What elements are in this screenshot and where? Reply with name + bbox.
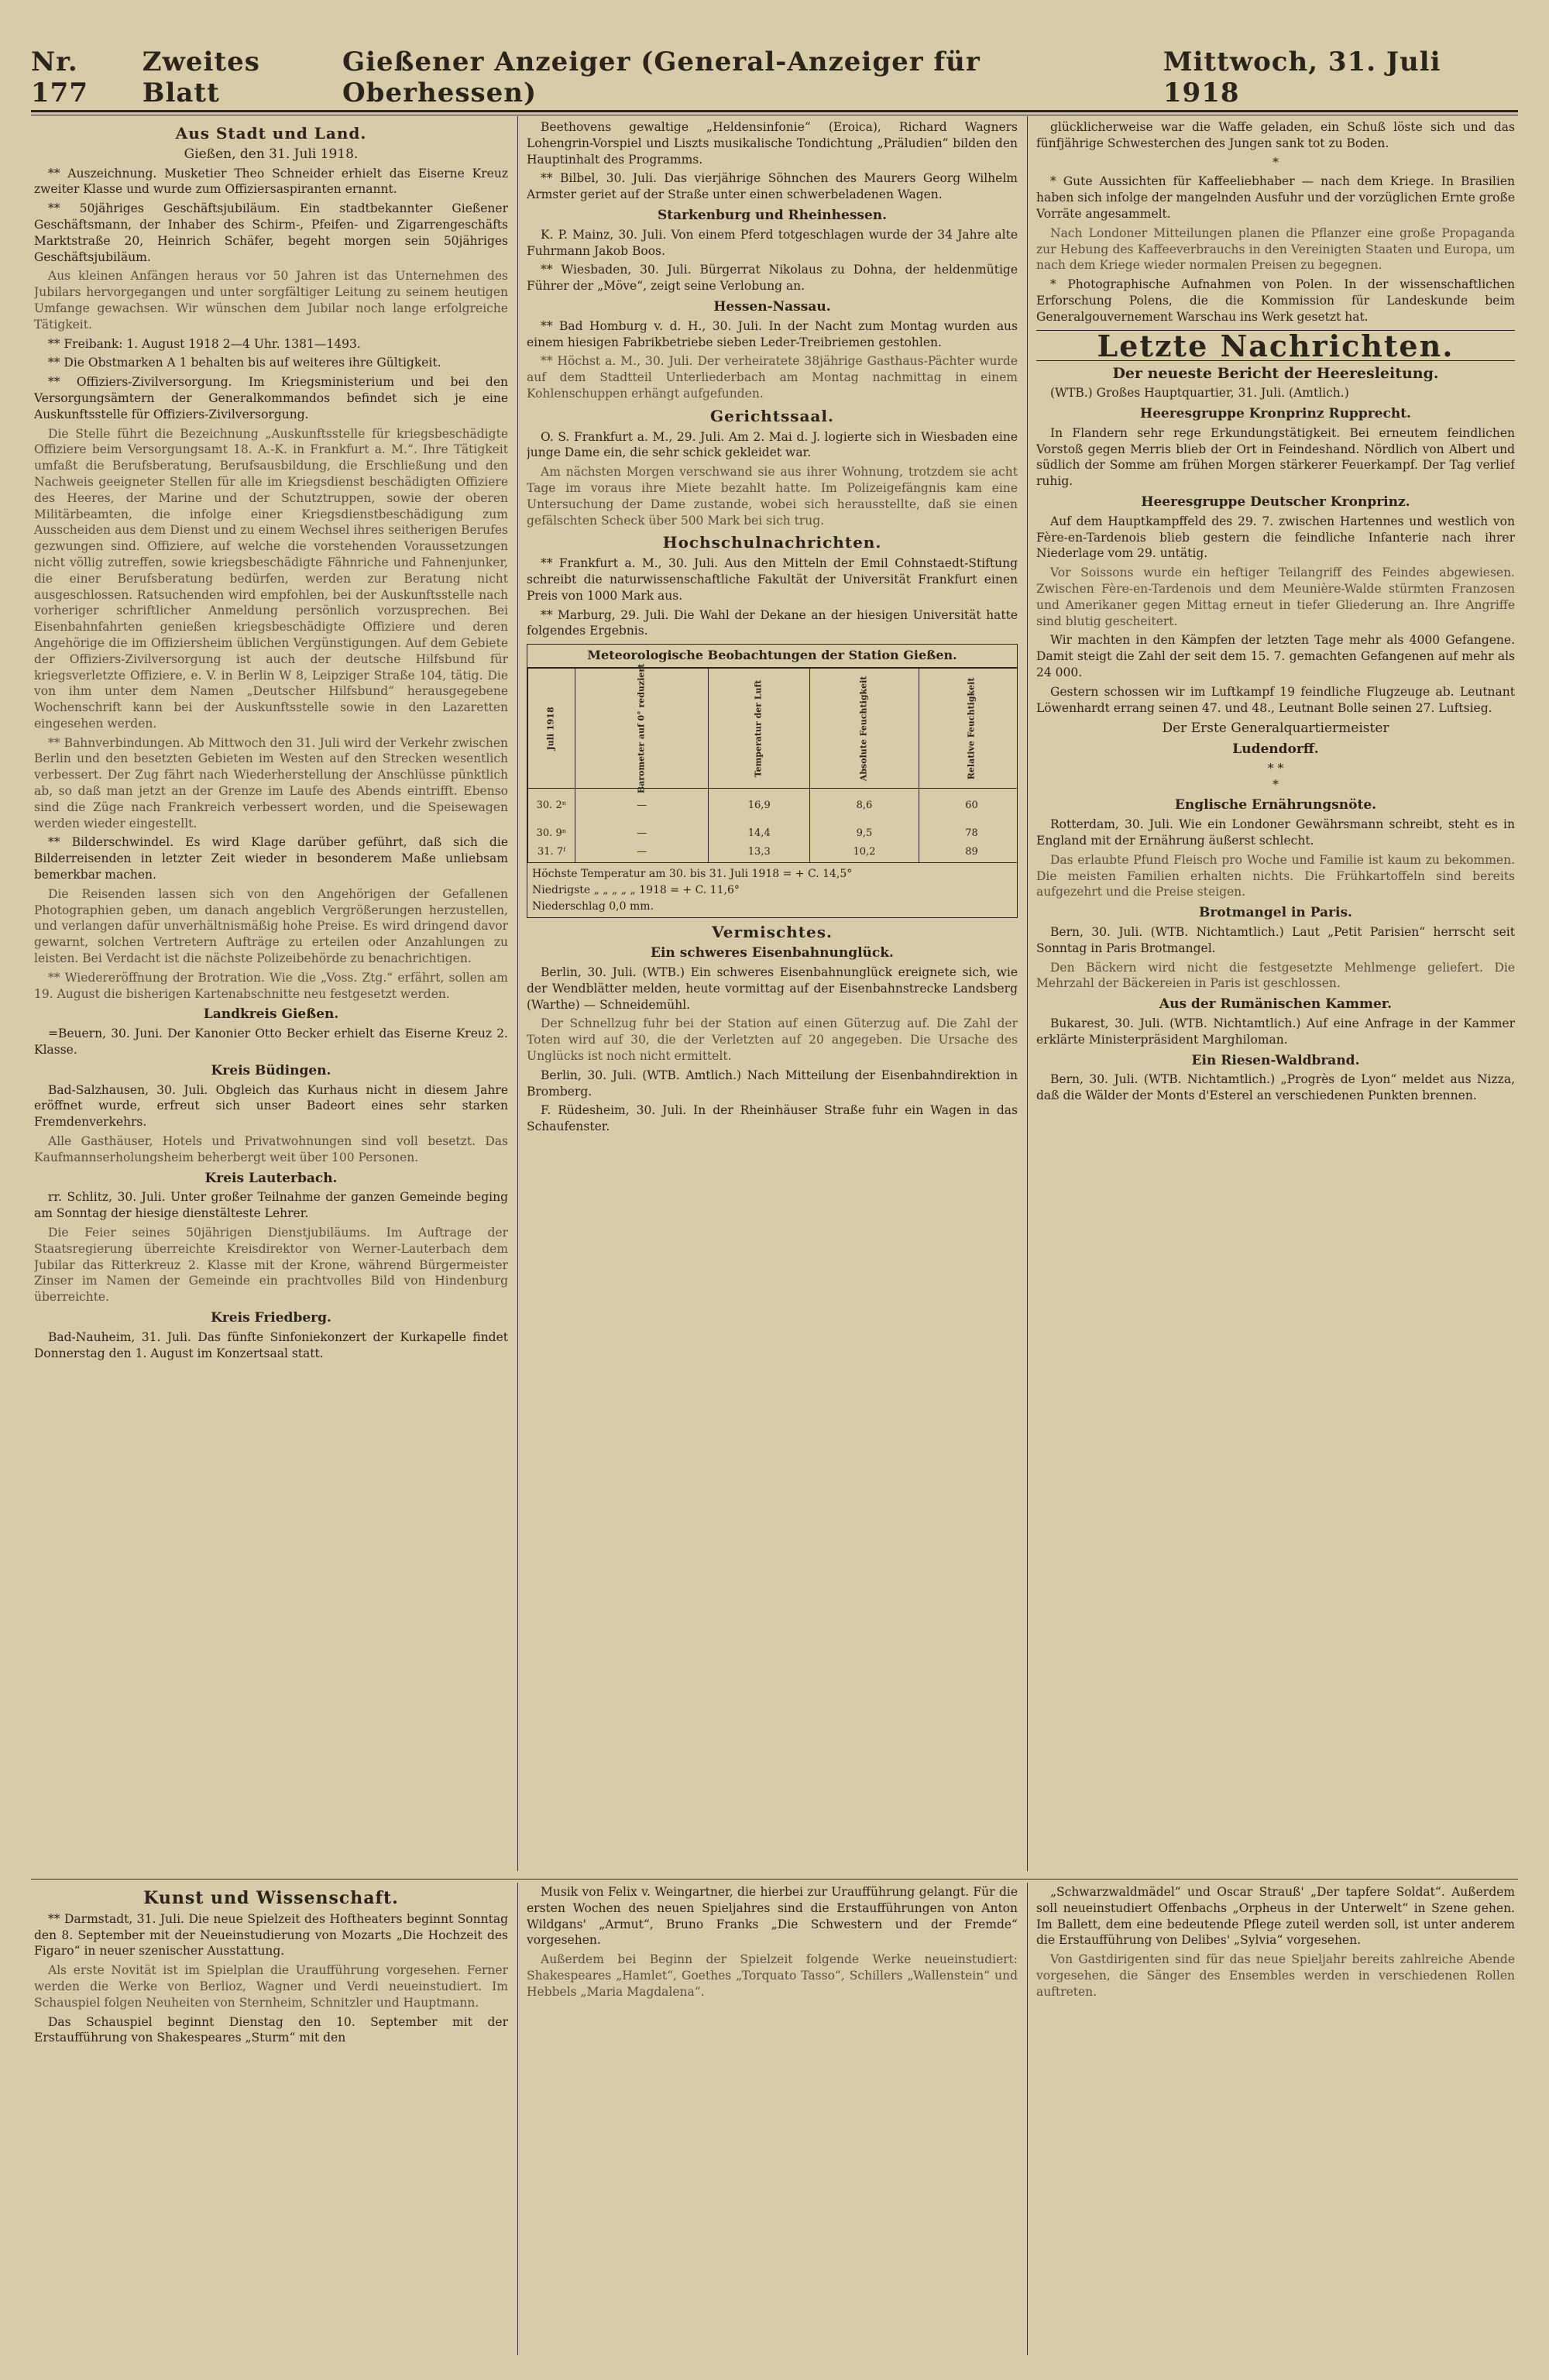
- weather-col-header: Relative Feuchtigkeit: [919, 668, 1018, 788]
- section-heading: Aus Stadt und Land.: [175, 124, 367, 143]
- section-heading: Gerichtssaal.: [710, 406, 834, 425]
- article-subheading: Aus der Rumänischen Kammer.: [1159, 996, 1393, 1013]
- article-paragraph: In Flandern sehr rege Erkundungstätigkeit. Bei erneutem feindlichen Vorstoß gegen Merris blieb der Ort in Feindeshand. Nördlich von Albert und südlich der Somme am frühen Morgen stärkerer Feuerkampf. Der Tag verlief ruhig.: [1036, 425, 1515, 489]
- article-paragraph: K. P. Mainz, 30. Juli. Von einem Pferd totgeschlagen wurde der 34 Jahre alte Fuhrmann Jakob Boos.: [527, 227, 1018, 258]
- article-paragraph: Alle Gasthäuser, Hotels und Privatwohnungen sind voll besetzt. Das Kaufmannserholungsheim beherbergt weit über 100 Personen.: [34, 1134, 508, 1164]
- article-paragraph: Berlin, 30. Juli. (WTB. Amtlich.) Nach Mitteilung der Eisenbahndirektion in Bromberg.: [527, 1068, 1018, 1099]
- article-paragraph: * Gute Aussichten für Kaffeeliebhaber — nach dem Kriege. In Brasilien haben sich infolge der mangelnden Ausfuhr und der vorzüglichen Ernte große Vorräte angesammelt.: [1036, 174, 1515, 221]
- weather-precipitation: Niederschlag 0,0 mm.: [532, 899, 654, 913]
- article-paragraph: Bad-Nauheim, 31. Juli. Das fünfte Sinfoniekonzert der Kurkapelle findet Donnerstag den 1. August im Konzertsaal statt.: [34, 1329, 508, 1360]
- issue-date: Mittwoch, 31. Juli 1918: [1163, 46, 1441, 108]
- article-subheading: Ein Riesen-Waldbrand.: [1191, 1052, 1360, 1068]
- article-paragraph: Als erste Novität ist im Spielplan die Uraufführung vorgesehen. Ferner werden die Werke von Berlioz, Wagner und Verdi neueinstudiert. Im Schauspiel folgen Neuheiten von Sternheim, Schnitzler und Hauptmann.: [34, 1963, 508, 2010]
- bottom-column-2: [527, 1884, 1018, 2353]
- article-paragraph: Der Schnellzug fuhr bei der Station auf einen Güterzug auf. Die Zahl der Toten wird auf 30, die der Verletzten auf 20 angegeben. Die Ursache des Unglücks ist noch nicht ermittelt.: [527, 1016, 1018, 1064]
- article-paragraph: Auf dem Hauptkampffeld des 29. 7. zwischen Hartennes und westlich von Fère-en-Tardenois blieb gestern die feindliche Infanterie nach ihrer Niederlage vom 29. untätig.: [1036, 514, 1515, 561]
- weather-col-header: Barometer auf 0° reduziert: [575, 668, 709, 788]
- weather-col-header: Juli 1918: [528, 668, 575, 788]
- article-subheading: Ein schweres Eisenbahnunglück.: [651, 945, 894, 961]
- article-dateline: (WTB.) Großes Hauptquartier, 31. Juli. (Amtlich.): [1050, 386, 1349, 401]
- article-paragraph: Nach Londoner Mitteilungen planen die Pflanzer eine große Propaganda zur Hebung des Kaffeeverbrauchs in den Vereinigten Staaten und Europa, um nach dem Kriege wieder normalen Preisen zu begegnen.: [1036, 225, 1515, 273]
- weather-table-title: Meteorologische Beobachtungen der Station Gießen.: [527, 645, 1017, 668]
- weather-col-header: Temperatur der Luft: [709, 668, 810, 788]
- article-paragraph: ** Die Obstmarken A 1 behalten bis auf weiteres ihre Gültigkeit.: [48, 356, 441, 370]
- separator-stars: *: [1273, 155, 1279, 170]
- article-subheading: Der neueste Bericht der Heeresleitung.: [1112, 365, 1439, 383]
- article-paragraph: ** Auszeichnung. Musketier Theo Schneider erhielt das Eiserne Kreuz zweiter Klasse und wurde zum Offiziersaspiranten ernannt.: [34, 166, 508, 197]
- article-paragraph: Wir machten in den Kämpfen der letzten Tage mehr als 4000 Gefangene. Damit steigt die Zahl der seit dem 15. 7. gemachten Gefangenen auf mehr als 24 000.: [1036, 633, 1515, 679]
- table-row: 30. 2ⁿ — 16,9 8,6 60: [528, 788, 1018, 824]
- column-divider: [517, 116, 518, 1871]
- article-paragraph: ** Darmstadt, 31. Juli. Die neue Spielzeit des Hoftheaters beginnt Sonntag den 8. September mit der Neueinstudierung von Mozarts „Die Hochzeit des Figaro“ in neuer szenischer Ausstattung.: [34, 1911, 508, 1959]
- article-paragraph: Außerdem bei Beginn der Spielzeit folgende Werke neueinstudiert: Shakespeares „Hamlet“, Goethes „Torquato Tasso“, Schillers „Wallenstein“ und Hebbels „Maria Magdalena“.: [527, 1952, 1018, 1999]
- weather-table: [527, 644, 1018, 918]
- latest-news-heading: Letzte Nachrichten.: [1097, 328, 1455, 363]
- table-row: 31. 7ᶠ — 13,3 10,2 89: [528, 843, 1018, 862]
- article-paragraph: Bern, 30. Juli. (WTB. Nichtamtlich.) Laut „Petit Parisien“ herrscht seit Sonntag in Paris Brotmangel.: [1036, 925, 1515, 955]
- bottom-column-1: [34, 1884, 508, 2353]
- article-paragraph: Von Gastdirigenten sind für das neue Spieljahr bereits zahlreiche Abende vorgesehen, die Sänger des Ensembles werden in verschiedenen Rollen auftreten.: [1036, 1952, 1515, 1999]
- table-row: 30. 9ⁿ — 14,4 9,5 78: [528, 824, 1018, 844]
- signature-name: Ludendorff.: [1232, 741, 1319, 758]
- district-heading: Kreis Lauterbach.: [204, 1170, 338, 1186]
- article-paragraph: „Schwarzwaldmädel“ und Oscar Strauß' „Der tapfere Soldat“. Außerdem soll neueinstudiert Offenbachs „Orpheus in der Unterwelt“ in Szene gehen. Im Ballett, dem eine bedeutende Pflege zuteil werden soll, ist unter anderem die Erstaufführung von Delibes' „Sylvia“ vorgesehen.: [1036, 1885, 1515, 1948]
- article-paragraph: Rotterdam, 30. Juli. Wie ein Londoner Gewährsmann schreibt, steht es in England mit der Ernährung äußerst schlecht.: [1036, 817, 1515, 848]
- district-heading: Kreis Büdingen.: [211, 1062, 331, 1078]
- article-paragraph: Musik von Felix v. Weingartner, die hierbei zur Uraufführung gelangt. Für die ersten Wochen des neuen Spieljahres sind die Erstaufführungen von Anton Wildgans' „Armut“, Bruno Franks „Die Schwestern und der Fremde“ vorgesehen.: [527, 1885, 1018, 1948]
- column-1: [34, 119, 508, 1872]
- article-paragraph: Den Bäckern wird nicht die festgesetzte Mehlmenge geliefert. Die Mehrzahl der Bäckereien in Paris ist geschlossen.: [1036, 960, 1515, 991]
- column-divider: [517, 1883, 518, 2355]
- article-paragraph: Aus kleinen Anfängen heraus vor 50 Jahren ist das Unternehmen des Jubilars hervorgegangen und unter sorgfältiger Leitung zu seinem heutigen Umfange gewachsen. Wir wünschen dem Jubilar noch lange erfolgreiche Tätigkeit.: [34, 269, 508, 332]
- article-paragraph: Beethovens gewaltige „Heldensinfonie“ (Eroica), Richard Wagners Lohengrin-Vorspiel und Liszts musikalische Tondichtung „Präludien“ bilden den Hauptinhalt des Programms.: [527, 120, 1018, 167]
- article-paragraph: ** Wiesbaden, 30. Juli. Bürgerrat Nikolaus zu Dohna, der heldenmütige Führer der „Möve“, zeigt seine Verlobung an.: [527, 263, 1018, 294]
- section-heading: Vermischtes.: [712, 923, 833, 942]
- weather-max-temp: Höchste Temperatur am 30. bis 31. Juli 1918 = + C. 14,5°: [532, 868, 853, 881]
- article-paragraph: * Photographische Aufnahmen von Polen. In der wissenschaftlichen Erforschung Polens, die die Kommission für Landeskunde beim Generalgouvernement Warschau ins Werk gesetzt hat.: [1036, 277, 1515, 324]
- column-divider: [1027, 116, 1028, 1871]
- column-divider: [1027, 1883, 1028, 2355]
- weather-min-temp: Niedrigste „ „ „ „ „ 1918 = + C. 11,6°: [532, 883, 740, 896]
- separator-stars: * * *: [1267, 761, 1284, 792]
- article-paragraph: ** Höchst a. M., 30. Juli. Der verheiratete 38jährige Gasthaus-Pächter wurde auf dem Stadtteil Unterliederbach am Montag nachmittag in einem Kohlenschuppen erhängt aufgefunden.: [527, 354, 1018, 401]
- article-paragraph: glücklicherweise war die Waffe geladen, ein Schuß löste sich und das fünfjährige Schwesterchen des Jungen sank tot zu Boden.: [1036, 120, 1515, 150]
- army-group-heading: Heeresgruppe Deutscher Kronprinz.: [1141, 494, 1410, 510]
- column-3: [1036, 119, 1515, 1872]
- newspaper-title: Gießener Anzeiger (General-Anzeiger für Oberhessen): [342, 46, 981, 108]
- dateline: Gießen, den 31. Juli 1918.: [184, 146, 359, 162]
- article-paragraph: Am nächsten Morgen verschwand sie aus ihrer Wohnung, trotzdem sie acht Tage im voraus ihre Miete bezahlt hatte. Im Polizeigefängnis kam eine Untersuchung der Dame zustande, wobei sich herausstellte, daß sie einen gefälschten Scheck über 500 Mark bei sich trug.: [527, 465, 1018, 528]
- article-paragraph: Berlin, 30. Juli. (WTB.) Ein schweres Eisenbahnunglück ereignete sich, wie der Wendblätter melden, heute vormittag auf der Eisenbahnstrecke Landsberg (Warthe) — Schneidemühl.: [527, 965, 1018, 1012]
- issue-number: Nr. 177: [31, 46, 88, 108]
- article-paragraph: ** Wiedereröffnung der Brotration. Wie die „Voss. Ztg.“ erfährt, sollen am 19. August die bisherigen Kartenabschnitte neu festgesetzt werden.: [34, 970, 508, 1001]
- article-paragraph: Bukarest, 30. Juli. (WTB. Nichtamtlich.) Auf eine Anfrage in der Kammer erklärte Ministerpräsident Marghiloman.: [1036, 1016, 1515, 1047]
- article-subheading: Englische Ernährungsnöte.: [1174, 797, 1377, 813]
- article-paragraph: ** Bilbel, 30. Juli. Das vierjährige Söhnchen des Maurers Georg Wilhelm Armster geriet auf der Straße unter einen schwerbeladenen Wagen.: [527, 171, 1018, 202]
- region-heading: Starkenburg und Rheinhessen.: [657, 207, 888, 223]
- article-paragraph: Bern, 30. Juli. (WTB. Nichtamtlich.) „Progrès de Lyon“ meldet aus Nizza, daß die Wälder der Monts d'Esterel an verschiedenen Punkten brennen.: [1036, 1072, 1515, 1103]
- army-group-heading: Heeresgruppe Kronprinz Rupprecht.: [1140, 405, 1411, 421]
- weather-data-table: [527, 663, 1018, 862]
- region-heading: Hessen-Nassau.: [713, 298, 831, 315]
- weather-col-header: Absolute Feuchtigkeit: [810, 668, 919, 788]
- article-paragraph: Das erlaubte Pfund Fleisch pro Woche und Familie ist kaum zu bekommen. Die meisten Familien erhalten nichts. Die Frühkartoffeln sind bereits aufgezehrt und die Preise steigen.: [1036, 852, 1515, 899]
- article-subheading: Brotmangel in Paris.: [1199, 905, 1352, 921]
- masthead-rule: [31, 110, 1518, 112]
- article-paragraph: Vor Soissons wurde ein heftiger Teilangriff des Feindes abgewiesen. Zwischen Fère-en-Tardenois und dem Meunière-Walde stürmten Franzosen und Amerikaner gegen Mittag erneut in tiefer Gliederung an. Ihre Angriffe sind blutig gescheitert.: [1036, 566, 1515, 628]
- section-divider: [31, 1879, 1518, 1880]
- column-2: [527, 119, 1018, 1872]
- article-paragraph: Die Stelle führt die Bezeichnung „Auskunftsstelle für kriegsbeschädigte Offiziere beim Versorgungsamt 18. A.-K. in Frankfurt a. M.“. Ihre Tätigkeit umfaßt die Berufsberatung, Berufsausbildung, die Erschließung und den Nachweis geeigneter Stellen für alle im Kriegsdienst beschädigten Offiziere des Heeres, der Marine und der Schutztruppen, sowie der oberen Militärbeamten, die infolge einer Kriegsdienstbeschädigung zum Ausscheiden aus dem Dienst und zu einem Wechsel ihres seitherigen Berufes gezwungen sind. Offiziere, auf welche die vorstehenden Voraussetzungen nicht völlig zutreffen, sowie kriegsbeschädigte Fähnriche und Fahnenjunker, die einer Berufsberatung bedürfen, werden zur Beratung nicht ausgeschlossen. Ratsuchenden wird empfohlen, bei der Auskunftsstelle nach vorheriger schriftlicher Anmeldung persönlich vorzusprechen. Bei Eisenbahnfahrten genießen kriegsbeschädigte Offiziere und deren Angehörige die im Offiziersheim üblichen Vergünstigungen. Auf dem Gebiete der Offiziers-Zivilversorgung ist auch der deutsche Hilfsbund für kriegsverletzte Offiziere, e. V. in Berlin W 8, Leipziger Straße 104, tätig. Die von ihm unter dem Namen „Deutscher Hilfsbund“ herausgegebene Wochenschrift kann bei der Auskunftsstelle sowie in den Lazaretten eingesehen werden.: [34, 426, 508, 731]
- article-paragraph: Das Schauspiel beginnt Dienstag den 10. September mit der Erstaufführung von Shakespeares „Sturm“ mit den: [34, 2014, 508, 2045]
- article-paragraph: ** 50jähriges Geschäftsjubiläum. Ein stadtbekannter Gießener Geschäftsmann, der Inhaber des Schirm-, Pfeifen- und Zigarrengeschäfts Marktstraße 20, Heinrich Schäfer, begeht morgen sein 50jähriges Geschäftsjubiläum.: [34, 201, 508, 264]
- article-paragraph: ** Marburg, 29. Juli. Die Wahl der Dekane an der hiesigen Universität hatte folgendes Ergebnis.: [527, 607, 1018, 638]
- article-paragraph: ** Bilderschwindel. Es wird Klage darüber geführt, daß sich die Bilderreisenden in letzter Zeit wieder in besonderem Maße unliebsam bemerkbar machen.: [34, 835, 508, 882]
- section-heading: Hochschulnachrichten.: [662, 533, 882, 552]
- article-paragraph: Bad-Salzhausen, 30. Juli. Obgleich das Kurhaus nicht in diesem Jahre eröffnet wurde, erfreut sich unser Badeort eines sehr starken Fremdenverkehrs.: [34, 1082, 508, 1130]
- article-paragraph: Die Reisenden lassen sich von den Angehörigen der Gefallenen Photographien geben, um danach angeblich Vergrößerungen herzustellen, und verlangen dafür unverhältnismäßig hohe Preise. Es wird dringend davor gewarnt, solchen Vertretern Aufträge zu erteilen oder Anzahlungen zu leisten. Bei Verdacht ist die nächste Polizeibehörde zu benachrichtigen.: [34, 886, 508, 966]
- article-paragraph: rr. Schlitz, 30. Juli. Unter großer Teilnahme der ganzen Gemeinde beging am Sonntag der hiesige dienstälteste Lehrer.: [34, 1190, 508, 1221]
- article-paragraph: ** Bad Homburg v. d. H., 30. Juli. In der Nacht zum Montag wurden aus einem hiesigen Fabrikbetriebe sieben Leder-Treibriemen gestohlen.: [527, 318, 1018, 349]
- sheet-label: Zweites Blatt: [142, 46, 260, 108]
- signature-title: Der Erste Generalquartiermeister: [1162, 721, 1389, 737]
- masthead: [31, 45, 1518, 110]
- article-paragraph: O. S. Frankfurt a. M., 29. Juli. Am 2. Mai d. J. logierte sich in Wiesbaden eine junge Dame ein, die sehr schick gekleidet war.: [527, 429, 1018, 460]
- article-paragraph: ** Frankfurt a. M., 30. Juli. Aus den Mitteln der Emil Cohnstaedt-Stiftung schreibt die naturwissenschaftliche Fakultät der Universität Frankfurt einen Preis von 1000 Mark aus.: [527, 556, 1018, 603]
- article-paragraph: F. Rüdesheim, 30. Juli. In der Rheinhäuser Straße fuhr ein Wagen in das Schaufenster.: [527, 1103, 1018, 1134]
- article-paragraph: ** Freibank: 1. August 1918 2—4 Uhr. 1381—1493.: [48, 336, 361, 351]
- article-paragraph: Die Feier seines 50jährigen Dienstjubiläums. Im Auftrage der Staatsregierung überreichte Kreisdirektor von Werner-Lauterbach dem Jubilar das Ritterkreuz 2. Klasse mit der Krone, während Bürgermeister Zinser im Namen der Gemeinde ein prachtvolles Bild von Hindenburg überreichte.: [34, 1226, 508, 1305]
- district-heading: Landkreis Gießen.: [203, 1006, 339, 1023]
- article-paragraph: ** Offiziers-Zivilversorgung. Im Kriegsministerium und bei den Versorgungsämtern der Generalkommandos befindet sich je eine Auskunftsstelle für Offiziers-Zivilversorgung.: [34, 375, 508, 421]
- article-paragraph: ** Bahnverbindungen. Ab Mittwoch den 31. Juli wird der Verkehr zwischen Berlin und den besetzten Gebieten im Westen auf den Strecken wesentlich verbessert. Der Zug fährt nach Wiederherstellung der Anschlüsse pünktlich ab, so daß man jetzt an der Grenze im Laufe des Abends eintrifft. Ebenso sind die Züge nach Frankreich verbessert worden, und die Speisewagen werden wieder eingestellt.: [34, 735, 508, 831]
- bottom-column-3: [1036, 1884, 1515, 2353]
- section-heading: Kunst und Wissenschaft.: [143, 1888, 399, 1908]
- article-paragraph: =Beuern, 30. Juni. Der Kanonier Otto Becker erhielt das Eiserne Kreuz 2. Klasse.: [34, 1027, 508, 1058]
- district-heading: Kreis Friedberg.: [211, 1309, 331, 1326]
- article-paragraph: Gestern schossen wir im Luftkampf 19 feindliche Flugzeuge ab. Leutnant Löwenhardt errang seinen 47. und 48., Leutnant Bolle seinen 27. Luftsieg.: [1036, 684, 1515, 715]
